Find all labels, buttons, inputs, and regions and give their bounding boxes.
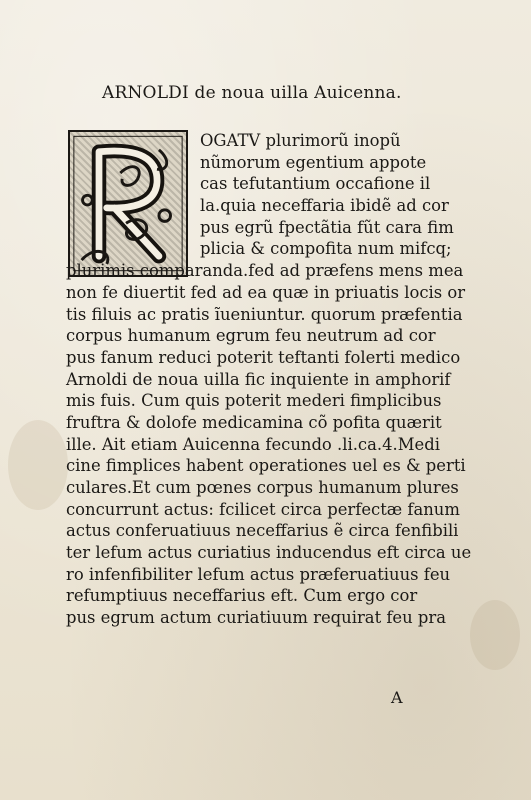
page-title: ARNOLDI de noua uilla Auicenna. [102, 83, 402, 103]
text-line: Arnoldi de noua uilla fic inquiente in amphorif [66, 369, 451, 389]
text-line: plicia & compofita num mifcq; [200, 239, 452, 259]
text-line: OGATV plurimorũ inopũ [200, 131, 401, 150]
text-line: cine fimplices habent operationes uel es & perti [66, 456, 466, 476]
text-line: pus egrum actum curiatiuum requirat feu pra [66, 608, 446, 628]
text-line: plurimis comparanda.fed ad præfens mens mea [66, 261, 464, 281]
text-line: refumptiuus neceffarius eft. Cum ergo cor [66, 586, 418, 606]
text-line: fruftra & dolofe medicamina cõ pofita quærit [66, 412, 442, 432]
text-line: ter lefum actus curiatius inducendus eft circa ue [66, 543, 472, 563]
paper-stain [8, 420, 68, 510]
text-line: nũmorum egentium appote [200, 152, 427, 172]
main-text-block [66, 130, 476, 629]
text-line: actus conferuatiuus neceffarius ẽ circa fenfibili [66, 521, 459, 541]
text-line: tis filuis ac pratis ĩueniuntur. quorum præfentia [66, 304, 463, 324]
text-line: culares.Et cum pœnes corpus humanum plures [66, 478, 459, 497]
signature-mark: A [391, 688, 403, 707]
text-line: cas tefutantium occafione il [200, 174, 431, 194]
text-line: concurrunt actus: fcilicet circa perfectæ fanum [66, 499, 460, 519]
text-line: pus fanum reduci poterit teftanti folerti medico [66, 347, 461, 367]
text-line: pus egrũ fpectãtia fũt cara fim [200, 217, 454, 237]
text-line: corpus humanum egrum feu neutrum ad cor [66, 326, 436, 346]
text-line: mis fuis. Cum quis poterit mederi fimplicibus [66, 391, 442, 411]
text-line: non fe diuertit fed ad ea quæ in priuatis locis or [66, 282, 466, 302]
text-line: ille. Ait etiam Auicenna fecundo .li.ca.4.Medi [66, 434, 440, 454]
paper-stain [470, 600, 520, 670]
text-line: ro infenfibiliter lefum actus præferuatiuus feu [66, 564, 451, 584]
text-line: la.quia neceffaria ibidẽ ad cor [200, 196, 449, 216]
